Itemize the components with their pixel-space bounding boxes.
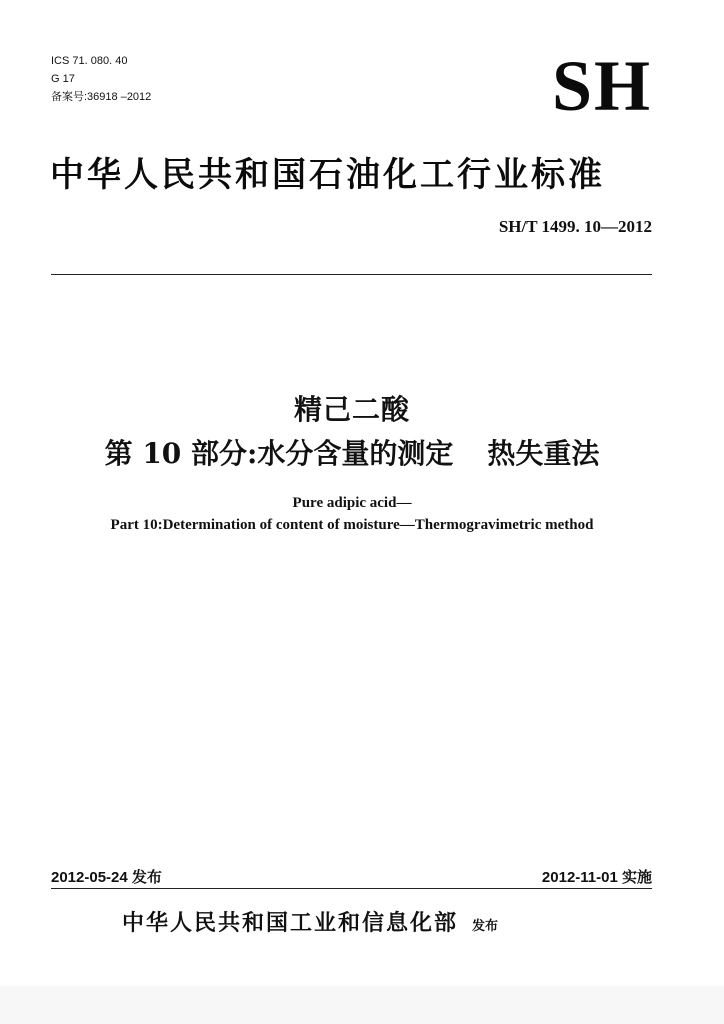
chinese-title-part-method: 热失重法 bbox=[487, 437, 600, 470]
top-divider bbox=[51, 274, 652, 275]
header-metadata bbox=[51, 52, 151, 106]
english-title-main: Pure adipic acid— bbox=[292, 495, 412, 511]
chinese-title-part bbox=[0, 434, 704, 474]
chinese-title-part-subject: 第 10 部分:水分含量的测定 bbox=[104, 437, 454, 470]
scan-bottom-margin bbox=[0, 986, 724, 1024]
issue-date: 2012-05-24 发布 bbox=[51, 869, 162, 886]
implementation-date: 2012-11-01 实施 bbox=[541, 869, 652, 886]
industry-standard-title: 中华人民共和国石油化工行业标准 bbox=[50, 155, 605, 195]
english-title-part: Part 10:Determination of content of moisture—Thermogravimetric method bbox=[110, 517, 594, 533]
standard-number: SH/T 1499. 10—2012 bbox=[498, 217, 652, 236]
publisher-line bbox=[122, 909, 498, 942]
filing-number: 备案号:36918 –2012 bbox=[51, 91, 152, 103]
ics-code: ICS 71. 080. 40 bbox=[51, 55, 128, 67]
bottom-divider bbox=[51, 888, 652, 889]
publisher-name: 中华人民共和国工业和信息化部 bbox=[122, 911, 459, 936]
sh-standard-logo: SH bbox=[551, 46, 652, 126]
publisher-action: 发布 bbox=[472, 919, 499, 934]
classification-code: G 17 bbox=[51, 73, 75, 85]
chinese-title-main: 精己二酸 bbox=[293, 393, 410, 426]
